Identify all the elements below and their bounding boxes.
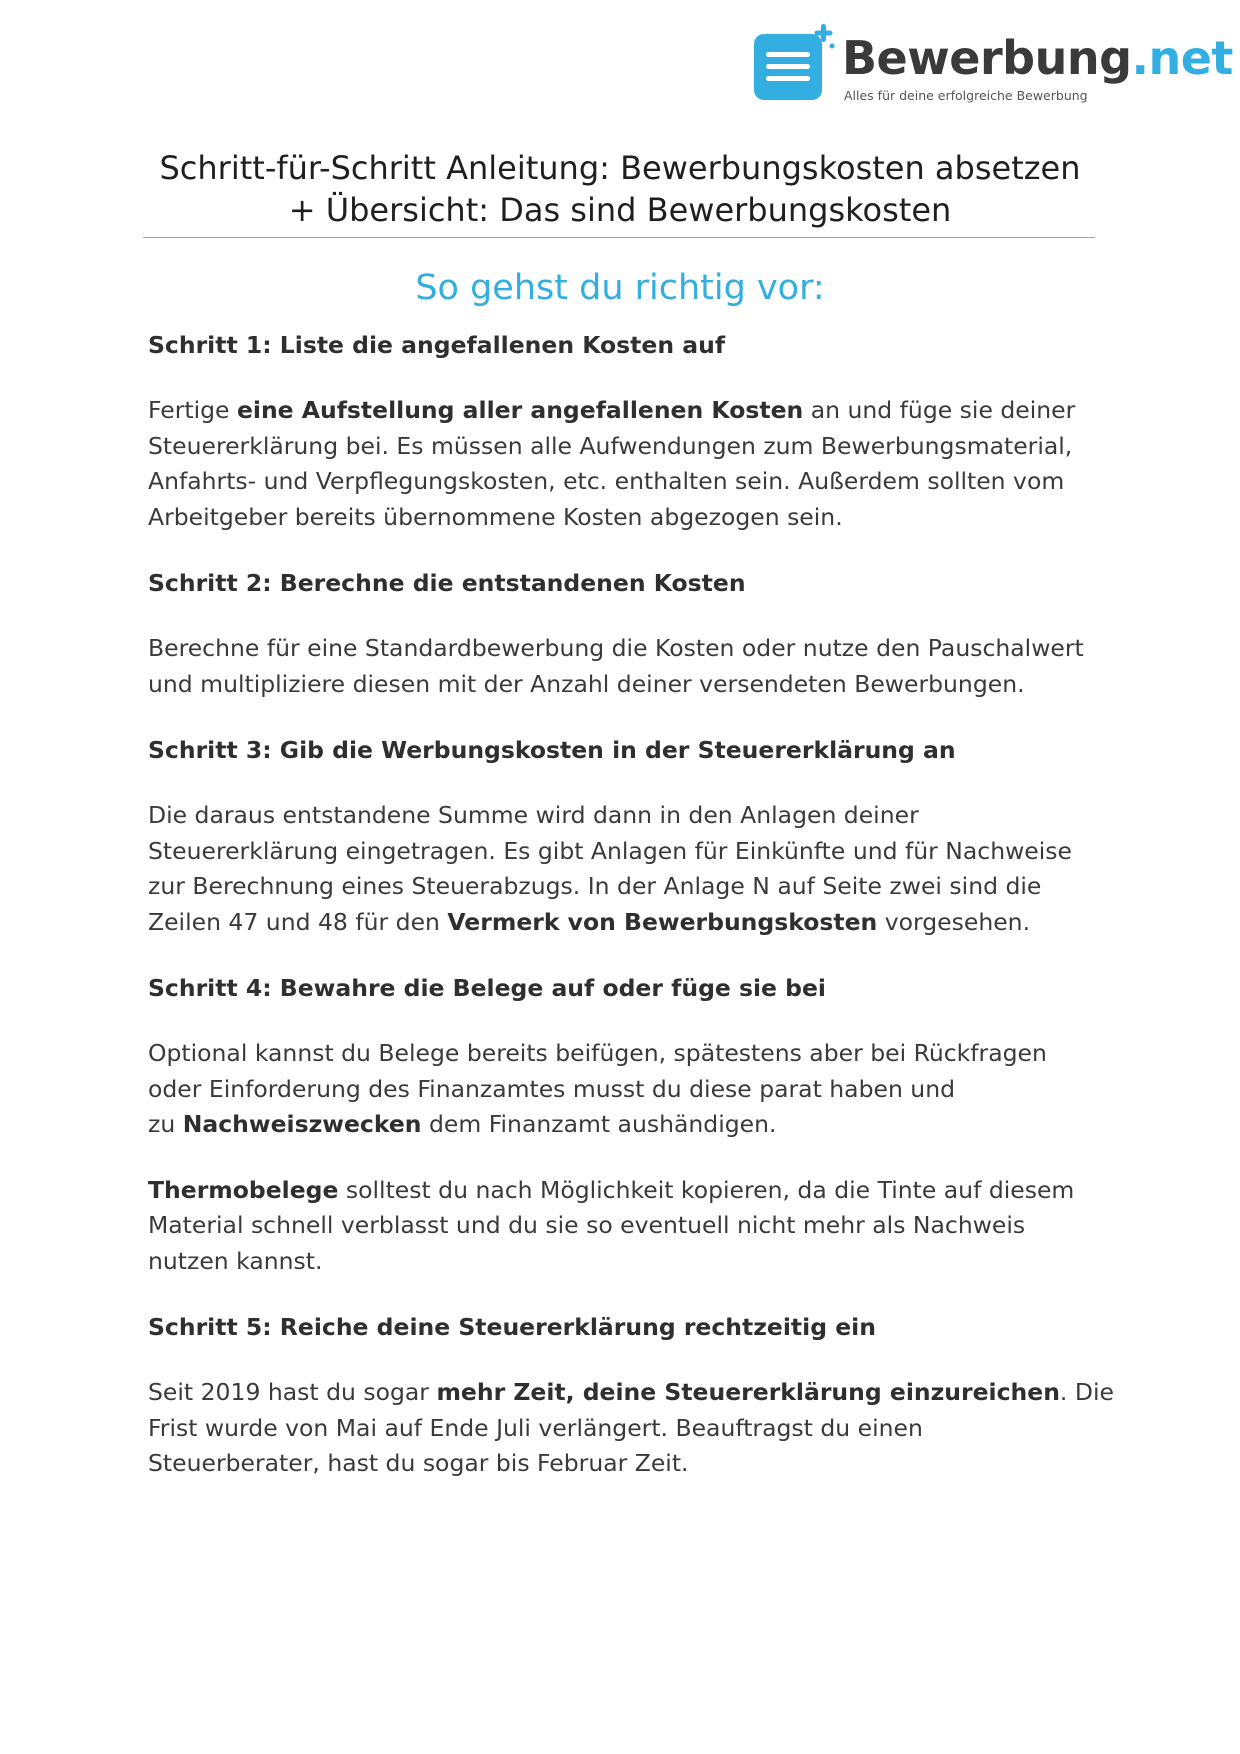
step-paragraph — [148, 798, 1108, 940]
paragraph-line — [148, 1036, 1108, 1072]
paragraph-line — [148, 798, 1108, 834]
bold-text: Thermobelege — [148, 1175, 339, 1204]
logo-wordmark-tld: .net — [1131, 31, 1233, 85]
text-run: Fertige — [148, 396, 237, 424]
paragraph-line — [148, 1244, 1108, 1280]
text-run: Frist wurde von Mai auf Ende Juli verlängert. Beauftragst du einen — [148, 1413, 923, 1442]
paragraph-line — [148, 393, 1108, 429]
text-run: zur Berechnung eines Steuerabzugs. In der Anlage N auf Seite zwei sind die — [148, 872, 1042, 900]
step-paragraph — [148, 631, 1108, 702]
step-paragraph — [148, 1375, 1114, 1482]
text-run: Arbeitgeber bereits übernommene Kosten abgezogen sein. — [148, 502, 843, 531]
paragraph-line — [148, 1107, 1108, 1143]
step-heading: Schritt 3: Gib die Werbungskosten in der Steuererklärung an — [148, 736, 956, 764]
text-run: solltest du nach Möglichkeit kopieren, da die Tinte auf diesem — [338, 1175, 1075, 1204]
paragraph-line — [148, 1072, 1108, 1108]
text-run: und multipliziere diesen mit der Anzahl deiner versendeten Bewerbungen. — [148, 669, 1025, 698]
text-run: Berechne für eine Standardbewerbung die Kosten oder nutze den Pauschalwert — [148, 634, 1084, 662]
paragraph-line — [148, 834, 1108, 870]
page-title-line-2: + Übersicht: Das sind Bewerbungskosten — [288, 191, 952, 229]
text-run: Seit 2019 hast du sogar — [148, 1378, 437, 1406]
step-heading: Schritt 4: Bewahre die Belege auf oder füge sie bei — [148, 974, 826, 1002]
paragraph-line — [148, 500, 1108, 536]
step-paragraph — [148, 1173, 1108, 1280]
paragraph-line — [148, 1411, 1108, 1447]
page-title-line-1: Schritt-für-Schritt Anleitung: Bewerbungskosten absetzen — [159, 149, 1081, 187]
text-run: Material schnell verblasst und du sie so eventuell nicht mehr als Nachweis — [148, 1211, 1026, 1239]
step-heading: Schritt 1: Liste die angefallenen Kosten auf — [148, 331, 726, 359]
text-run: Steuerberater, hast du sogar bis Februar Zeit. — [148, 1449, 689, 1477]
bold-text: Vermerk von Bewerbungskosten — [447, 907, 878, 936]
text-run: vorgesehen. — [877, 907, 1031, 936]
text-run: Die daraus entstandene Summe wird dann in den Anlagen deiner — [148, 801, 919, 829]
step-heading: Schritt 2: Berechne die entstandenen Kosten — [148, 569, 746, 597]
paragraph-line — [148, 1208, 1108, 1244]
step-5 — [148, 1310, 1114, 1482]
step-paragraph — [148, 1036, 1108, 1143]
paragraph-line — [148, 631, 1108, 667]
logo-tagline: Alles für deine erfolgreiche Bewerbung — [844, 88, 1088, 103]
paragraph-line — [148, 667, 1108, 703]
bold-text: eine Aufstellung aller angefallenen Kosten — [236, 396, 804, 424]
step-heading: Schritt 5: Reiche deine Steuererklärung rechtzeitig ein — [148, 1313, 876, 1341]
bold-text: mehr Zeit, deine Steuererklärung einzureichen — [436, 1378, 1060, 1406]
paragraph-line — [148, 464, 1108, 500]
text-run: Optional kannst du Belege bereits beifügen, spätestens aber bei Rückfragen — [148, 1039, 1047, 1067]
paragraph-line — [148, 1375, 1114, 1411]
logo-wordmark — [842, 30, 1233, 86]
brand-logo — [752, 12, 1233, 112]
text-run: Steuererklärung bei. Es müssen alle Aufwendungen zum Bewerbungsmaterial, — [148, 431, 1073, 460]
page-title — [140, 147, 1100, 231]
step-1 — [148, 328, 1108, 535]
text-run: an und füge sie deiner — [803, 396, 1076, 424]
step-2 — [148, 566, 1108, 702]
paragraph-line — [148, 1446, 1108, 1482]
title-divider — [143, 237, 1095, 238]
text-run: dem Finanzamt aushändigen. — [421, 1110, 777, 1138]
text-run: Anfahrts- und Verpflegungskosten, etc. enthalten sein. Außerdem sollten vom — [148, 467, 1065, 495]
text-run: Steuererklärung eingetragen. Es gibt Anlagen für Einkünfte und für Nachweise — [148, 836, 1072, 865]
document-sparkle-icon — [752, 22, 836, 106]
logo-wordmark-main: Bewerbung — [842, 31, 1132, 85]
paragraph-line — [148, 869, 1108, 905]
paragraph-line — [148, 905, 1108, 941]
step-4 — [148, 971, 1108, 1279]
bold-text: Nachweiszwecken — [182, 1110, 422, 1138]
text-run: zu — [148, 1110, 183, 1138]
text-run: Zeilen 47 und 48 für den — [148, 907, 448, 936]
paragraph-line — [148, 429, 1108, 465]
text-run: oder Einforderung des Finanzamtes musst du diese parat haben und — [148, 1074, 956, 1103]
step-3 — [148, 733, 1108, 940]
text-run: nutzen kannst. — [148, 1246, 323, 1275]
text-run: . Die — [1059, 1378, 1114, 1406]
steps-list — [148, 328, 1114, 1513]
step-paragraph — [148, 393, 1108, 535]
section-heading: So gehst du richtig vor: — [415, 268, 825, 308]
paragraph-line — [148, 1173, 1108, 1209]
